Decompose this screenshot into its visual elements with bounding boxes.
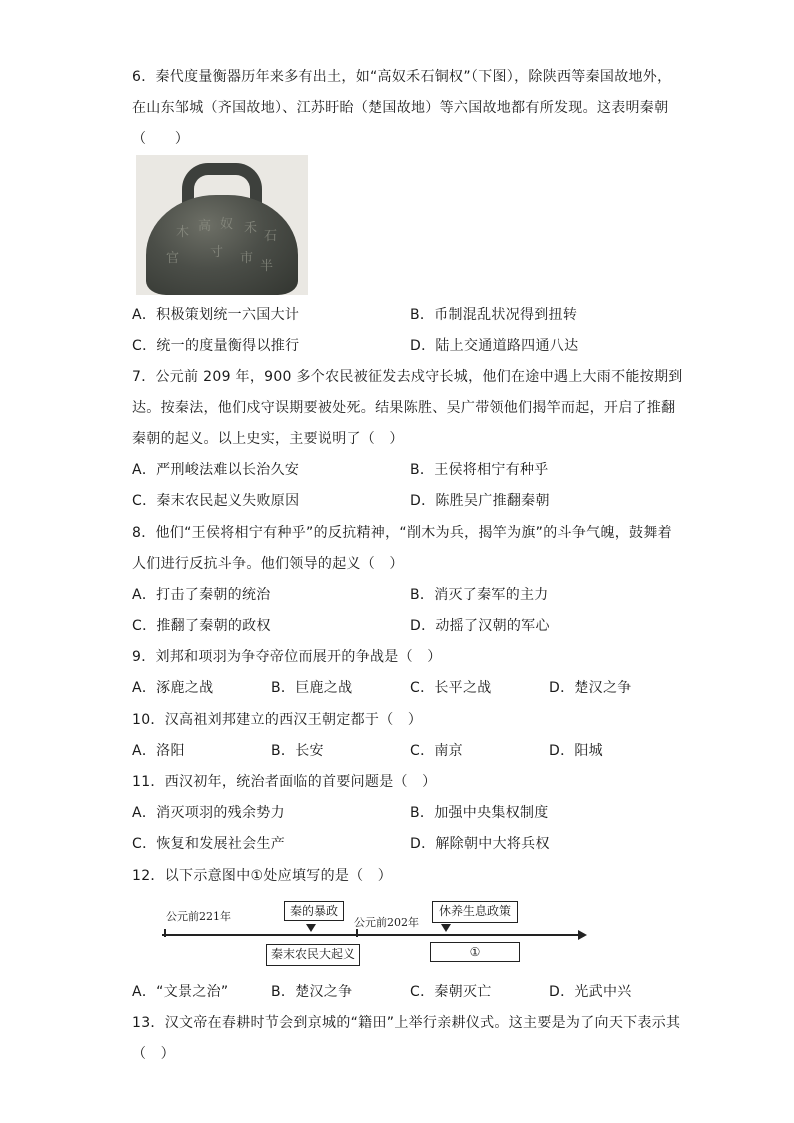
- question-11-text: 11．西汉初年，统治者面临的首要问题是（ ）: [132, 774, 437, 790]
- q6-option-c: C．统一的度量衡得以推行: [132, 338, 300, 354]
- timeline-marker: [306, 924, 316, 932]
- q11-option-d: D．解除朝中大将兵权: [410, 836, 550, 852]
- inscription-glyph: 官: [166, 251, 180, 266]
- timeline-box-blank-1: ①: [430, 942, 520, 962]
- q7-option-c: C．秦末农民起义失败原因: [132, 493, 300, 509]
- q6-option-b: B．币制混乱状况得到扭转: [410, 307, 578, 323]
- question-9-text: 9．刘邦和项羽为争夺帝位而展开的争战是（ ）: [132, 649, 442, 665]
- q12-option-c: C．秦朝灭亡: [410, 984, 492, 1000]
- timeline-axis: [162, 934, 580, 936]
- q9-option-a: A．涿鹿之战: [132, 680, 214, 696]
- question-13-text-line-2: （ ）: [132, 1046, 175, 1062]
- q9-option-d: D．楚汉之争: [549, 680, 632, 696]
- q12-option-b: B．楚汉之争: [271, 984, 353, 1000]
- inscription-glyph: 市: [240, 251, 254, 266]
- question-6-text-line-3: （ ）: [132, 131, 190, 147]
- timeline-date-202bc: 公元前202年: [354, 916, 419, 929]
- timeline-diagram: [160, 896, 590, 970]
- q7-option-d: D．陈胜吴广推翻秦朝: [410, 493, 550, 509]
- q11-option-b: B．加强中央集权制度: [410, 805, 549, 821]
- inscription-glyph: 木: [176, 225, 190, 240]
- q7-option-a: A．严刑峻法难以长治久安: [132, 462, 300, 478]
- q12-option-a: A．“文景之治”: [132, 984, 229, 1000]
- q8-option-a: A．打击了秦朝的统治: [132, 587, 271, 603]
- bronze-weight-image: [136, 155, 308, 295]
- question-10-text: 10．汉高祖刘邦建立的西汉王朝定都于（ ）: [132, 712, 423, 728]
- question-7-text-line-3: 秦朝的起义。以上史实，主要说明了（ ）: [132, 431, 404, 447]
- inscription-glyph: 半: [260, 259, 274, 274]
- inscription-glyph: 寸: [210, 245, 224, 260]
- q10-option-d: D．阳城: [549, 743, 603, 759]
- inscription-glyph: 奴: [220, 217, 234, 232]
- timeline-box-peasant-uprising: 秦末农民大起义: [266, 944, 360, 966]
- q9-option-b: B．巨鹿之战: [271, 680, 353, 696]
- q6-option-d: D．陆上交通道路四通八达: [410, 338, 579, 354]
- timeline-box-recuperation-policy: 休养生息政策: [432, 901, 518, 923]
- q10-option-c: C．南京: [410, 743, 463, 759]
- inscription-glyph: 高: [198, 219, 212, 234]
- q10-option-b: B．长安: [271, 743, 324, 759]
- q7-option-b: B．王侯将相宁有种乎: [410, 462, 549, 478]
- question-8-text-line-1: 8．他们“王侯将相宁有种乎”的反抗精神，“削木为兵，揭竿为旗”的斗争气魄，鼓舞着: [132, 525, 672, 541]
- timeline-marker: [441, 924, 451, 932]
- inscription-glyph: 石: [264, 229, 278, 244]
- q6-option-a: A．积极策划统一六国大计: [132, 307, 300, 323]
- question-13-text-line-1: 13．汉文帝在春耕时节会到京城的“籍田”上举行亲耕仪式。这主要是为了向天下表示其: [132, 1015, 681, 1031]
- question-7-text-line-1: 7．公元前 209 年，900 多个农民被征发去戍守长城，他们在途中遇上大雨不能按期到: [132, 369, 683, 385]
- q8-option-d: D．动摇了汉朝的军心: [410, 618, 550, 634]
- question-7-text-line-2: 达。按秦法，他们戍守误期要被处死。结果陈胜、吴广带领他们揭竿而起，开启了推翻: [132, 400, 676, 416]
- question-12-text: 12．以下示意图中①处应填写的是（ ）: [132, 868, 393, 884]
- q8-option-b: B．消灭了秦军的主力: [410, 587, 549, 603]
- question-6-text-line-2: 在山东邹城（齐国故地）、江苏盱眙（楚国故地）等六国故地都有所发现。这表明秦朝: [132, 100, 669, 116]
- timeline-date-221bc: 公元前221年: [166, 910, 231, 923]
- q11-option-a: A．消灭项羽的残余势力: [132, 805, 285, 821]
- q9-option-c: C．长平之战: [410, 680, 492, 696]
- q8-option-c: C．推翻了秦朝的政权: [132, 618, 271, 634]
- q12-option-d: D．光武中兴: [549, 984, 632, 1000]
- question-6-text-line-1: 6．秦代度量衡器历年来多有出土，如“高奴禾石铜权”（下图），除陕西等秦国故地外，: [132, 69, 672, 85]
- question-8-text-line-2: 人们进行反抗斗争。他们领导的起义（ ）: [132, 556, 404, 572]
- q11-option-c: C．恢复和发展社会生产: [132, 836, 286, 852]
- timeline-box-qin-tyranny: 秦的暴政: [284, 901, 344, 921]
- q10-option-a: A．洛阳: [132, 743, 185, 759]
- timeline-arrow-head: [578, 930, 587, 940]
- inscription-glyph: 禾: [244, 221, 258, 236]
